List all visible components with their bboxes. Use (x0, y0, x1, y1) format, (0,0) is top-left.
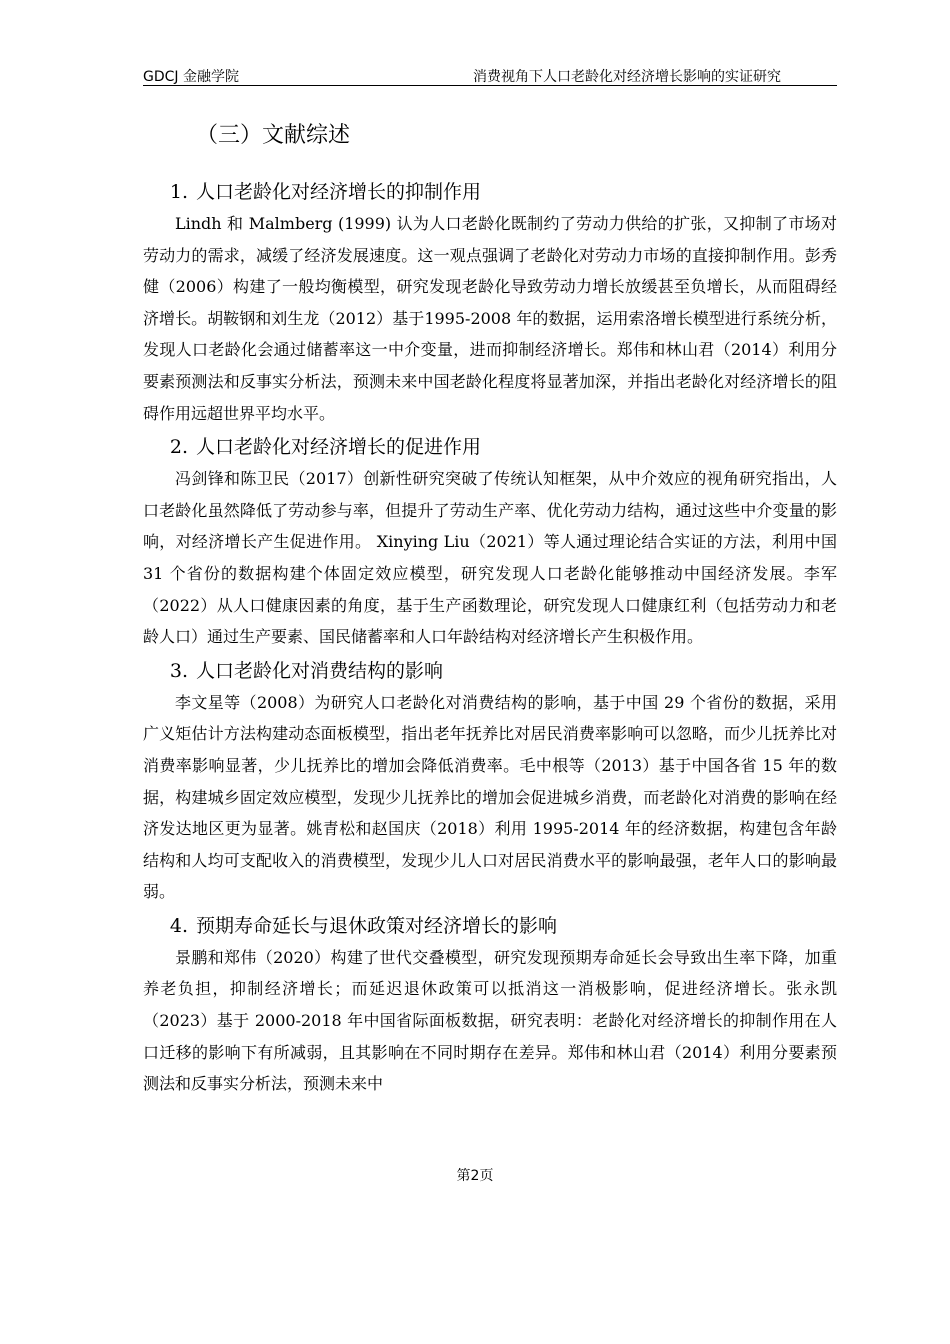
paragraph-3: 李文星等（2008）为研究人口老龄化对消费结构的影响，基于中国 29 个省份的数据，采用广义矩估计方法构建动态面板模型，指出老年抚养比对居民消费率影响可以忽略，而少儿抚养比对消费率影响显著，少儿抚养比的增加会降低消费率。毛中根等（2013）基于中国各省 15 年的数据，构建城乡固定效应模型，发现少儿抚养比的增加会促进城乡消费，而老龄化对消费的影响在经济发达地区更为显著。姚青松和赵国庆（2018）利用 1995-2014 年的经济数据，构建包含年龄结构和人均可支配收入的消费模型，发现少儿人口对居民消费水平的影响最强，老年人口的影响最弱。 (143, 692, 837, 902)
document-body (143, 176, 837, 1102)
subsection-number: 4. (169, 914, 188, 937)
subsection-heading-3 (143, 655, 837, 687)
section-title: （三）文献综述 (196, 123, 351, 148)
subsection-heading-1 (143, 176, 837, 208)
subsection-number: 1. (169, 181, 188, 203)
paragraph-4: 景鹏和郑伟（2020）构建了世代交叠模型，研究发现预期寿命延长会导致出生率下降，加重养老负担，抑制经济增长；而延迟退休政策可以抵消这一消极影响，促进经济增长。张永凯（2023）基于 2000-2018 年中国省际面板数据，研究表明：老龄化对经济增长的抑制作用在人口迁移的影响下有所减弱，且其影响在不同时期存在差异。郑伟和林山君（2014）利用分要素预测法和反事实分析法，预测未来中 (143, 947, 837, 1094)
paragraph-1: Lindh 和 Malmberg (1999) 认为人口老龄化既制约了劳动力供给的扩张，又抑制了市场对劳动力的需求，减缓了经济发展速度。这一观点强调了老龄化对劳动力市场的直接抑制作用。彭秀健（2006）构建了一般均衡模型，研究发现老龄化导致劳动力增长放缓甚至负增长，从而阻碍经济增长。胡鞍钢和刘生龙（2012）基于1995-2008 年的数据，运用索洛增长模型进行系统分析，发现人口老龄化会通过储蓄率这一中介变量，进而抑制经济增长。郑伟和林山君（2014）利用分要素预测法和反事实分析法，预测未来中国老龄化程度将显著加深，并指出老龄化对经济增长的阻碍作用远超世界平均水平。 (143, 214, 837, 423)
subsection-number: 2. (169, 436, 188, 459)
page-number: 第2页 (456, 1168, 494, 1184)
subsection-title: 人口老龄化对消费结构的影响 (196, 659, 444, 682)
subsection-title: 人口老龄化对经济增长的促进作用 (196, 436, 482, 459)
header-right: 消费视角下人口老龄化对经济增长影响的实证研究 (473, 69, 781, 85)
subsection-heading-4 (143, 910, 837, 942)
header-rule (143, 85, 837, 86)
header-left: GDCJ 金融学院 (143, 69, 239, 85)
subsection-title: 人口老龄化对经济增长的抑制作用 (196, 181, 482, 203)
subsection-heading-2 (143, 431, 837, 463)
paragraph-2: 冯剑锋和陈卫民（2017）创新性研究突破了传统认知框架，从中介效应的视角研究指出，人口老龄化虽然降低了劳动参与率，但提升了劳动生产率、优化劳动力结构，通过这些中介变量的影响，对经济增长产生促进作用。 Xinying Liu（2021）等人通过理论结合实证的方法，利用中国 31 个省份的数据构建个体固定效应模型，研究发现人口老龄化能够推动中国经济发展。李军（2022）从人口健康因素的角度，基于生产函数理论，研究发现人口健康红利（包括劳动力和老龄人口）通过生产要素、国民储蓄率和人口年龄结构对经济增长产生积极作用。 (143, 469, 837, 647)
subsection-number: 3. (169, 659, 188, 682)
subsection-title: 预期寿命延长与退休政策对经济增长的影响 (196, 914, 558, 937)
